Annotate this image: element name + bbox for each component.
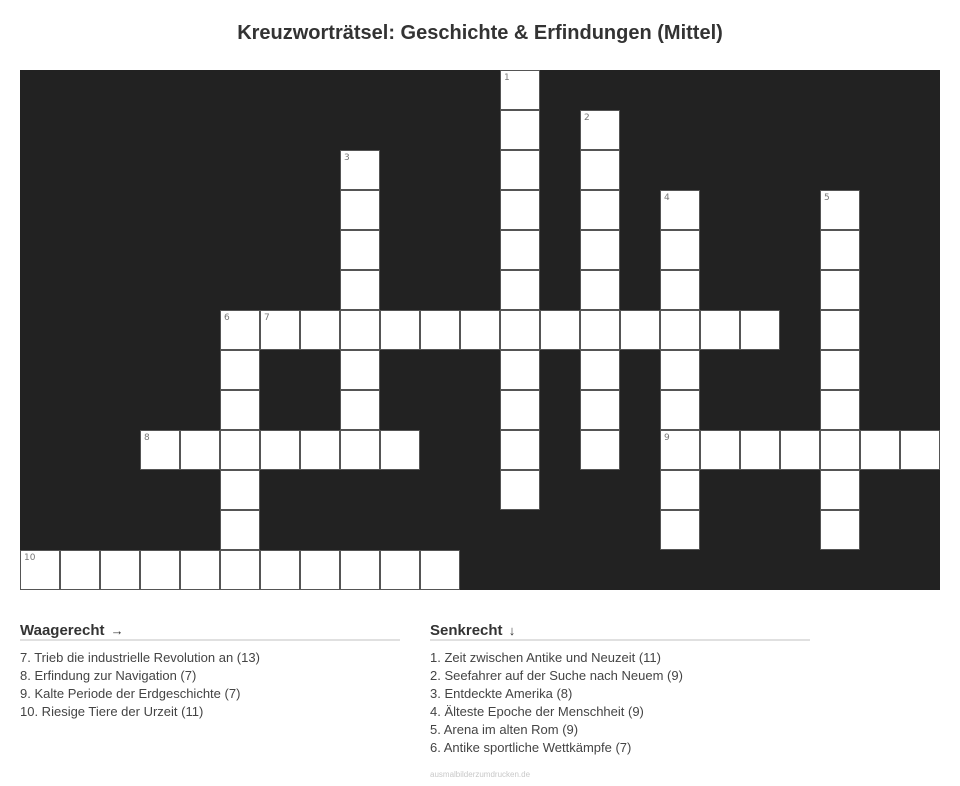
crossword-cell[interactable] (20, 550, 60, 590)
crossword-cell[interactable] (500, 110, 540, 150)
crossword-cell[interactable] (580, 350, 620, 390)
crossword-cell[interactable] (580, 430, 620, 470)
crossword-cell[interactable] (820, 350, 860, 390)
crossword-cell[interactable] (580, 310, 620, 350)
crossword-cell[interactable] (100, 550, 140, 590)
crossword-cell[interactable] (860, 430, 900, 470)
crossword-cell[interactable] (580, 270, 620, 310)
crossword-cell[interactable] (300, 550, 340, 590)
clue-item: 10. Riesige Tiere der Urzeit (11) (20, 704, 204, 719)
crossword-cell[interactable] (500, 350, 540, 390)
crossword-cell[interactable] (260, 310, 300, 350)
clue-number: 10 (24, 553, 36, 563)
crossword-cell[interactable] (580, 390, 620, 430)
crossword-cell[interactable] (260, 550, 300, 590)
crossword-cell[interactable] (700, 430, 740, 470)
crossword-cell[interactable] (500, 310, 540, 350)
crossword-cell[interactable] (220, 350, 260, 390)
crossword-cell[interactable] (60, 550, 100, 590)
crossword-cell[interactable] (220, 310, 260, 350)
crossword-cell[interactable] (500, 470, 540, 510)
crossword-cell[interactable] (340, 230, 380, 270)
crossword-cell[interactable] (500, 70, 540, 110)
crossword-cell[interactable] (340, 270, 380, 310)
clue-item: 5. Arena im alten Rom (9) (430, 722, 579, 737)
crossword-cell[interactable] (340, 190, 380, 230)
clue-number: 2 (584, 113, 590, 123)
crossword-cell[interactable] (700, 310, 740, 350)
crossword-cell[interactable] (500, 230, 540, 270)
crossword-cell[interactable] (500, 190, 540, 230)
crossword-cell[interactable] (660, 390, 700, 430)
crossword-cell[interactable] (300, 310, 340, 350)
crossword-cell[interactable] (380, 430, 420, 470)
clues-across-title: Waagerecht (20, 622, 105, 639)
crossword-cell[interactable] (180, 550, 220, 590)
crossword-cell[interactable] (460, 310, 500, 350)
crossword-cell[interactable] (660, 230, 700, 270)
crossword-cell[interactable] (820, 390, 860, 430)
clues-across-heading (20, 621, 400, 641)
crossword-grid (20, 70, 940, 590)
crossword-cell[interactable] (220, 470, 260, 510)
crossword-cell[interactable] (220, 430, 260, 470)
crossword-cell[interactable] (500, 390, 540, 430)
crossword-cell[interactable] (180, 430, 220, 470)
crossword-cell[interactable] (340, 350, 380, 390)
crossword-cell[interactable] (900, 430, 940, 470)
crossword-cell[interactable] (220, 550, 260, 590)
crossword-cell[interactable] (540, 310, 580, 350)
crossword-cell[interactable] (380, 310, 420, 350)
clue-item: 1. Zeit zwischen Antike und Neuzeit (11) (430, 650, 661, 665)
clue-number: 4 (664, 193, 670, 203)
crossword-cell[interactable] (220, 390, 260, 430)
clue-item: 4. Älteste Epoche der Menschheit (9) (430, 704, 644, 719)
crossword-cell[interactable] (380, 550, 420, 590)
clue-item: 6. Antike sportliche Wettkämpfe (7) (430, 740, 632, 755)
crossword-cell[interactable] (340, 430, 380, 470)
crossword-cell[interactable] (660, 470, 700, 510)
footer-credit: ausmalbilderzumdrucken.de (430, 770, 531, 779)
crossword-cell[interactable] (820, 430, 860, 470)
clues-down (430, 621, 810, 757)
clue-number: 9 (664, 433, 670, 443)
crossword-cell[interactable] (820, 470, 860, 510)
clues-down-title: Senkrecht (430, 622, 503, 639)
clues-across (20, 621, 400, 721)
crossword-cell[interactable] (820, 190, 860, 230)
crossword-cell[interactable] (140, 430, 180, 470)
crossword-cell[interactable] (580, 190, 620, 230)
clue-item: 8. Erfindung zur Navigation (7) (20, 668, 197, 683)
arrow-right-icon: → (110, 623, 124, 638)
crossword-cell[interactable] (500, 430, 540, 470)
crossword-cell[interactable] (500, 150, 540, 190)
crossword-cell[interactable] (660, 510, 700, 550)
crossword-cell[interactable] (580, 110, 620, 150)
crossword-cell[interactable] (660, 350, 700, 390)
crossword-cell[interactable] (580, 150, 620, 190)
clue-number: 6 (224, 313, 230, 323)
crossword-cell[interactable] (660, 270, 700, 310)
clue-item: 3. Entdeckte Amerika (8) (430, 686, 573, 701)
crossword-cell[interactable] (340, 150, 380, 190)
crossword-cell[interactable] (740, 430, 780, 470)
crossword-cell[interactable] (820, 510, 860, 550)
page-title: Kreuzworträtsel: Geschichte & Erfindungen (Mittel) (237, 22, 723, 44)
crossword-cell[interactable] (820, 230, 860, 270)
crossword-cell[interactable] (420, 550, 460, 590)
crossword-cell[interactable] (660, 310, 700, 350)
crossword-cell[interactable] (300, 430, 340, 470)
crossword-cell[interactable] (660, 190, 700, 230)
clue-item: 9. Kalte Periode der Erdgeschichte (7) (20, 686, 241, 701)
clue-number: 7 (264, 313, 270, 323)
clue-number: 5 (824, 193, 830, 203)
crossword-cell[interactable] (740, 310, 780, 350)
clue-number: 8 (144, 433, 150, 443)
crossword-cell[interactable] (340, 310, 380, 350)
clue-item: 2. Seefahrer auf der Suche nach Neuem (9) (430, 668, 683, 683)
crossword-cell[interactable] (340, 550, 380, 590)
crossword-cell[interactable] (420, 310, 460, 350)
arrow-down-icon: ↓ (508, 623, 516, 638)
clue-number: 3 (344, 153, 350, 163)
crossword-cell[interactable] (620, 310, 660, 350)
clues-across-list (20, 649, 400, 721)
crossword-cell[interactable] (260, 430, 300, 470)
clues-down-heading (430, 621, 810, 641)
clue-item: 7. Trieb die industrielle Revolution an (13) (20, 650, 260, 665)
clue-number: 1 (504, 73, 510, 83)
crossword-cell[interactable] (340, 390, 380, 430)
crossword-cell[interactable] (660, 430, 700, 470)
crossword-cell[interactable] (580, 230, 620, 270)
crossword-cell[interactable] (140, 550, 180, 590)
crossword-cell[interactable] (820, 270, 860, 310)
crossword-cell[interactable] (820, 310, 860, 350)
crossword-cell[interactable] (220, 510, 260, 550)
clues-down-list (430, 649, 810, 757)
crossword-cell[interactable] (780, 430, 820, 470)
crossword-cell[interactable] (500, 270, 540, 310)
